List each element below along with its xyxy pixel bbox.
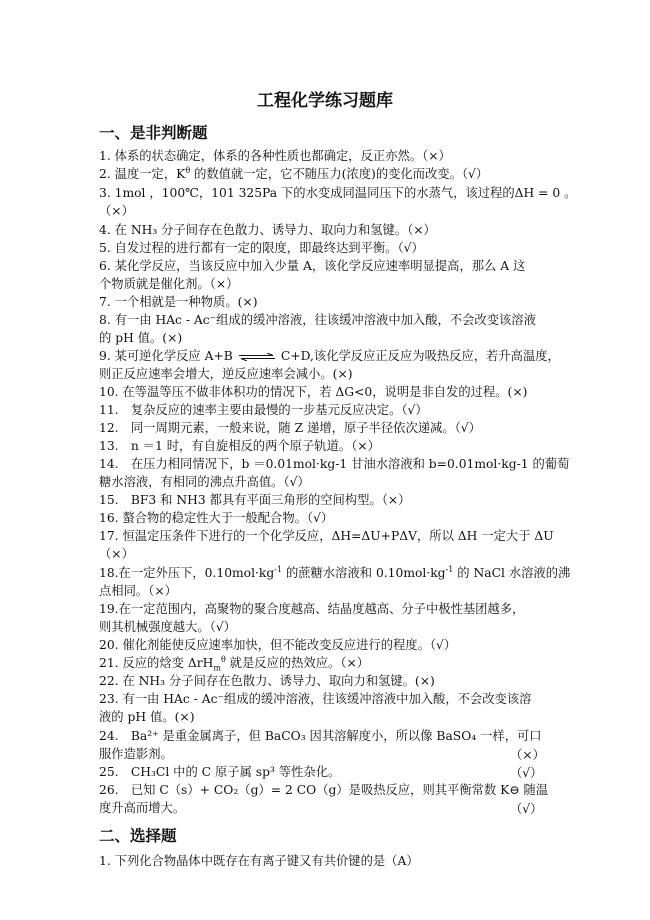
question-24-answer: （×） bbox=[510, 748, 545, 762]
question-11: 11. 复杂反应的速率主要由最慢的一步基元反应决定。（√） bbox=[99, 403, 428, 417]
question-14-cont: 糖水溶液，有相同的沸点升高值。（√） bbox=[99, 475, 310, 489]
question-8: 8. 有一由 HAc - Ac⁻组成的缓冲溶液，往该缓冲溶液中加入酸，不会改变该溶液 bbox=[99, 313, 536, 327]
question-25-answer: （√） bbox=[510, 766, 543, 780]
question-13: 13. n ＝1 时，有自旋相反的两个原子轨道。（×） bbox=[99, 439, 380, 453]
question-9: 9. 某可逆化学反应 A+B C+D,该化学反应正反应为吸热反应，若升高温度， bbox=[99, 349, 560, 363]
question-20: 20. 催化剂能使反应速率加快，但不能改变反应进行的程度。（√） bbox=[99, 638, 457, 652]
section-heading-multiple-choice: 二、选择题 bbox=[99, 827, 177, 845]
question-19-cont: 则其机械强度越大。（√） bbox=[99, 620, 236, 634]
question-26-answer: （√） bbox=[510, 802, 543, 816]
choice-question-1: 1. 下列化合物晶体中既存在有离子键又有共价键的是（A） bbox=[99, 854, 419, 868]
question-24: 24. Ba²⁺ 是重金属离子，但 BaCO₃ 因其溶解度小，所以像 BaSO₄ 一样，可口 bbox=[99, 729, 542, 743]
question-24-cont: 服作造影剂。 bbox=[99, 747, 173, 761]
equilibrium-arrow-icon bbox=[237, 353, 277, 361]
question-12: 12. 同一周期元素，一般来说，随 Z 递增，原子半径依次递减。（√） bbox=[99, 421, 481, 435]
question-10: 10. 在等温等压不做非体积功的情况下，若 ΔG<0，说明是非自发的过程。(×) bbox=[99, 385, 528, 399]
section-heading-true-false: 一、是非判断题 bbox=[99, 124, 208, 142]
question-18: 18.在一定外压下，$0.10mol\cdot kg^{-1}$ 的蔗糖水溶液和 $0.10mol\cdot kg^{-1}$ 的 NaCl 水溶液的沸 bbox=[99, 564, 571, 580]
question-26-cont: 度升高而增大。 bbox=[99, 801, 186, 815]
question-14: 14. 在压力相同情况下，b ＝0.01mol·kg-1 甘油水溶液和 b=0.01mol·kg-1 的葡萄 bbox=[99, 457, 570, 471]
question-26: 26. 已知 C（s）+ CO₂（g）= 2 CO（g）是吸热反应，则其平衡常数 K⊖ 随温 bbox=[99, 783, 549, 797]
question-6: 6. 某化学反应，当该反应中加入少量 A，该化学反应速率明显提高，那么 A 这 bbox=[99, 259, 526, 273]
question-5: 5. 自发过程的进行都有一定的限度，即最终达到平衡。（√） bbox=[99, 241, 424, 255]
question-23: 23. 有一由 HAc - Ac⁻组成的缓冲溶液，往该缓冲溶液中加入酸，不会改变该溶 bbox=[99, 692, 532, 706]
question-22: 22. 在 NH₃ 分子间存在色散力、诱导力、取向力和氢键。(×) bbox=[99, 674, 435, 688]
question-9-cont: 则正反应速率会增大，逆反应速率会减小。(×) bbox=[99, 367, 353, 381]
question-7: 7. 一个相就是一种物质。(×) bbox=[99, 295, 258, 309]
question-3: 3. 1mol ，100℃，101 325Pa 下的水变成同温同压下的水蒸气，该过程的ΔH = 0 。 bbox=[99, 186, 577, 200]
question-2: 2. 温度一定，$K^\theta$ 的数值就一定，它不随压力(浓度)的变化而改变。（√） bbox=[99, 165, 489, 181]
question-25: 25. CH₃Cl 中的 C 原子属 sp³ 等性杂化。 bbox=[99, 765, 341, 779]
question-6-cont: 个物质就是催化剂。（×） bbox=[99, 277, 239, 291]
question-4: 4. 在 NH₃ 分子间存在色散力、诱导力、取向力和氢键。（×） bbox=[99, 223, 436, 237]
question-19: 19.在一定范围内，高聚物的聚合度越高、结晶度越高、分子中极性基团越多， bbox=[99, 602, 525, 616]
question-23-cont: 液的 pH 值。(×) bbox=[99, 710, 195, 724]
question-21: 21. 反应的焓变 ΔrH$_m^\theta$ 就是反应的热效应。（×） bbox=[99, 654, 370, 673]
question-15: 15. BF3 和 NH3 都具有平面三角形的空间构型。（×） bbox=[99, 493, 411, 507]
question-16: 16. 螯合物的稳定性大于一般配合物。（√） bbox=[99, 511, 334, 525]
page-title: 工程化学练习题库 bbox=[257, 91, 393, 111]
question-18-cont: 点相同。（×） bbox=[99, 584, 177, 598]
question-8-cont: 的 pH 值。(×) bbox=[99, 331, 183, 345]
question-17-answer: （×） bbox=[99, 547, 134, 561]
question-1: 1. 体系的状态确定，体系的各种性质也都确定，反正亦然。（×） bbox=[99, 149, 451, 163]
question-3-answer: （×） bbox=[99, 204, 134, 218]
question-17: 17. 恒温定压条件下进行的一个化学反应，ΔH=ΔU+PΔV，所以 ΔH 一定大于 ΔU bbox=[99, 529, 554, 543]
